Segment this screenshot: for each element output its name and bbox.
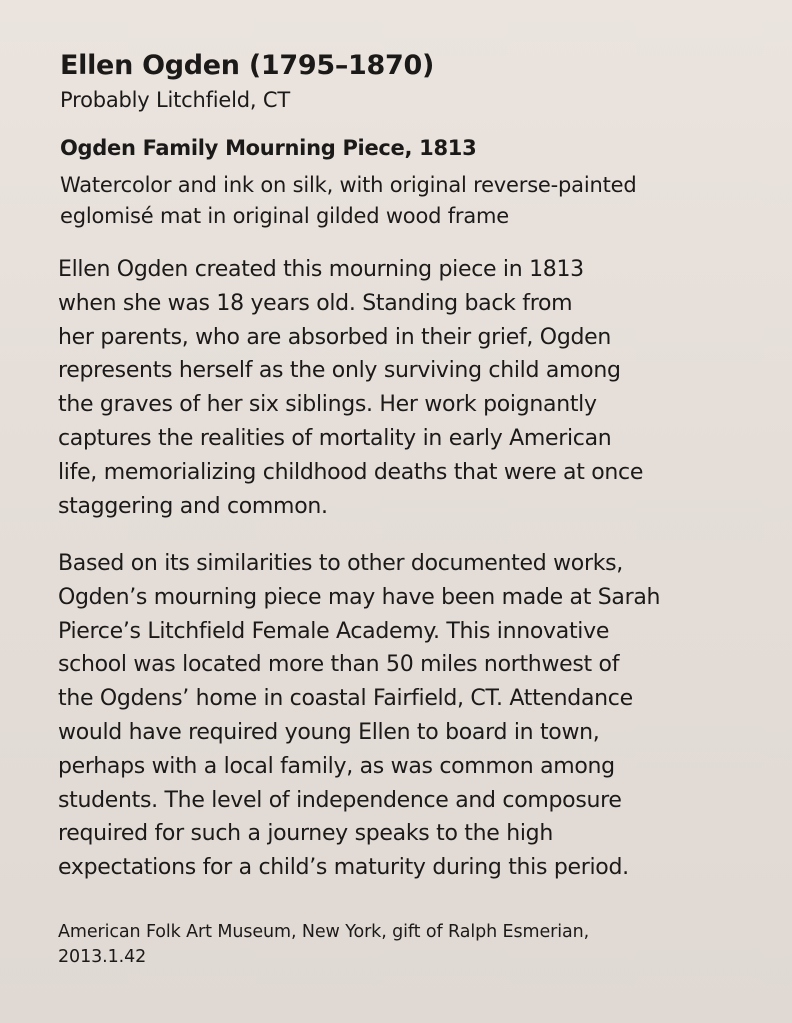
text-line: captures the realities of mortality in early American xyxy=(58,425,612,451)
medium-line: Watercolor and ink on silk, with original reverse-painted xyxy=(60,173,637,197)
text-line: the Ogdens’ home in coastal Fairfield, CT. Attendance xyxy=(58,686,633,712)
text-line: the graves of her six siblings. Her work poignantly xyxy=(58,392,597,418)
text-line: school was located more than 50 miles northwest of xyxy=(58,652,620,678)
accession-number: 2013.1.42 xyxy=(58,947,147,967)
text-line: her parents, who are absorbed in their grief, Ogden xyxy=(58,324,612,350)
credit-text: American Folk Art Museum, New York, gift of Ralph Esmerian, xyxy=(58,922,590,942)
text-line: students. The level of independence and composure xyxy=(58,787,622,813)
text-line: life, memorializing childhood deaths that were at once xyxy=(58,459,644,485)
text-line: expectations for a child’s maturity during this period. xyxy=(58,855,629,881)
text-line: when she was 18 years old. Standing back from xyxy=(58,290,573,316)
text-line: would have required young Ellen to board in town, xyxy=(58,719,600,745)
artwork-medium xyxy=(60,170,760,232)
text-line: staggering and common. xyxy=(58,493,328,519)
text-line: required for such a journey speaks to the high xyxy=(58,821,553,847)
text-line: Ogden’s mourning piece may have been made at Sarah xyxy=(58,584,661,610)
description-paragraph-2 xyxy=(58,547,768,885)
text-line: represents herself as the only surviving child among xyxy=(58,358,621,384)
text-line: Based on its similarities to other documented works, xyxy=(58,551,623,576)
artist-place: Probably Litchfield, CT xyxy=(60,88,290,112)
text-line: perhaps with a local family, as was common among xyxy=(58,753,615,779)
text-line: Pierce’s Litchfield Female Academy. This innovative xyxy=(58,618,610,644)
artwork-title: Ogden Family Mourning Piece, 1813 xyxy=(60,136,477,160)
artist-name: Ellen Ogden (1795–1870) xyxy=(60,50,435,81)
medium-line: eglomisé mat in original gilded wood frame xyxy=(60,204,509,228)
text-line: Ellen Ogden created this mourning piece in 1813 xyxy=(58,257,584,282)
description-paragraph-1 xyxy=(58,253,768,523)
credit-line xyxy=(58,920,758,970)
